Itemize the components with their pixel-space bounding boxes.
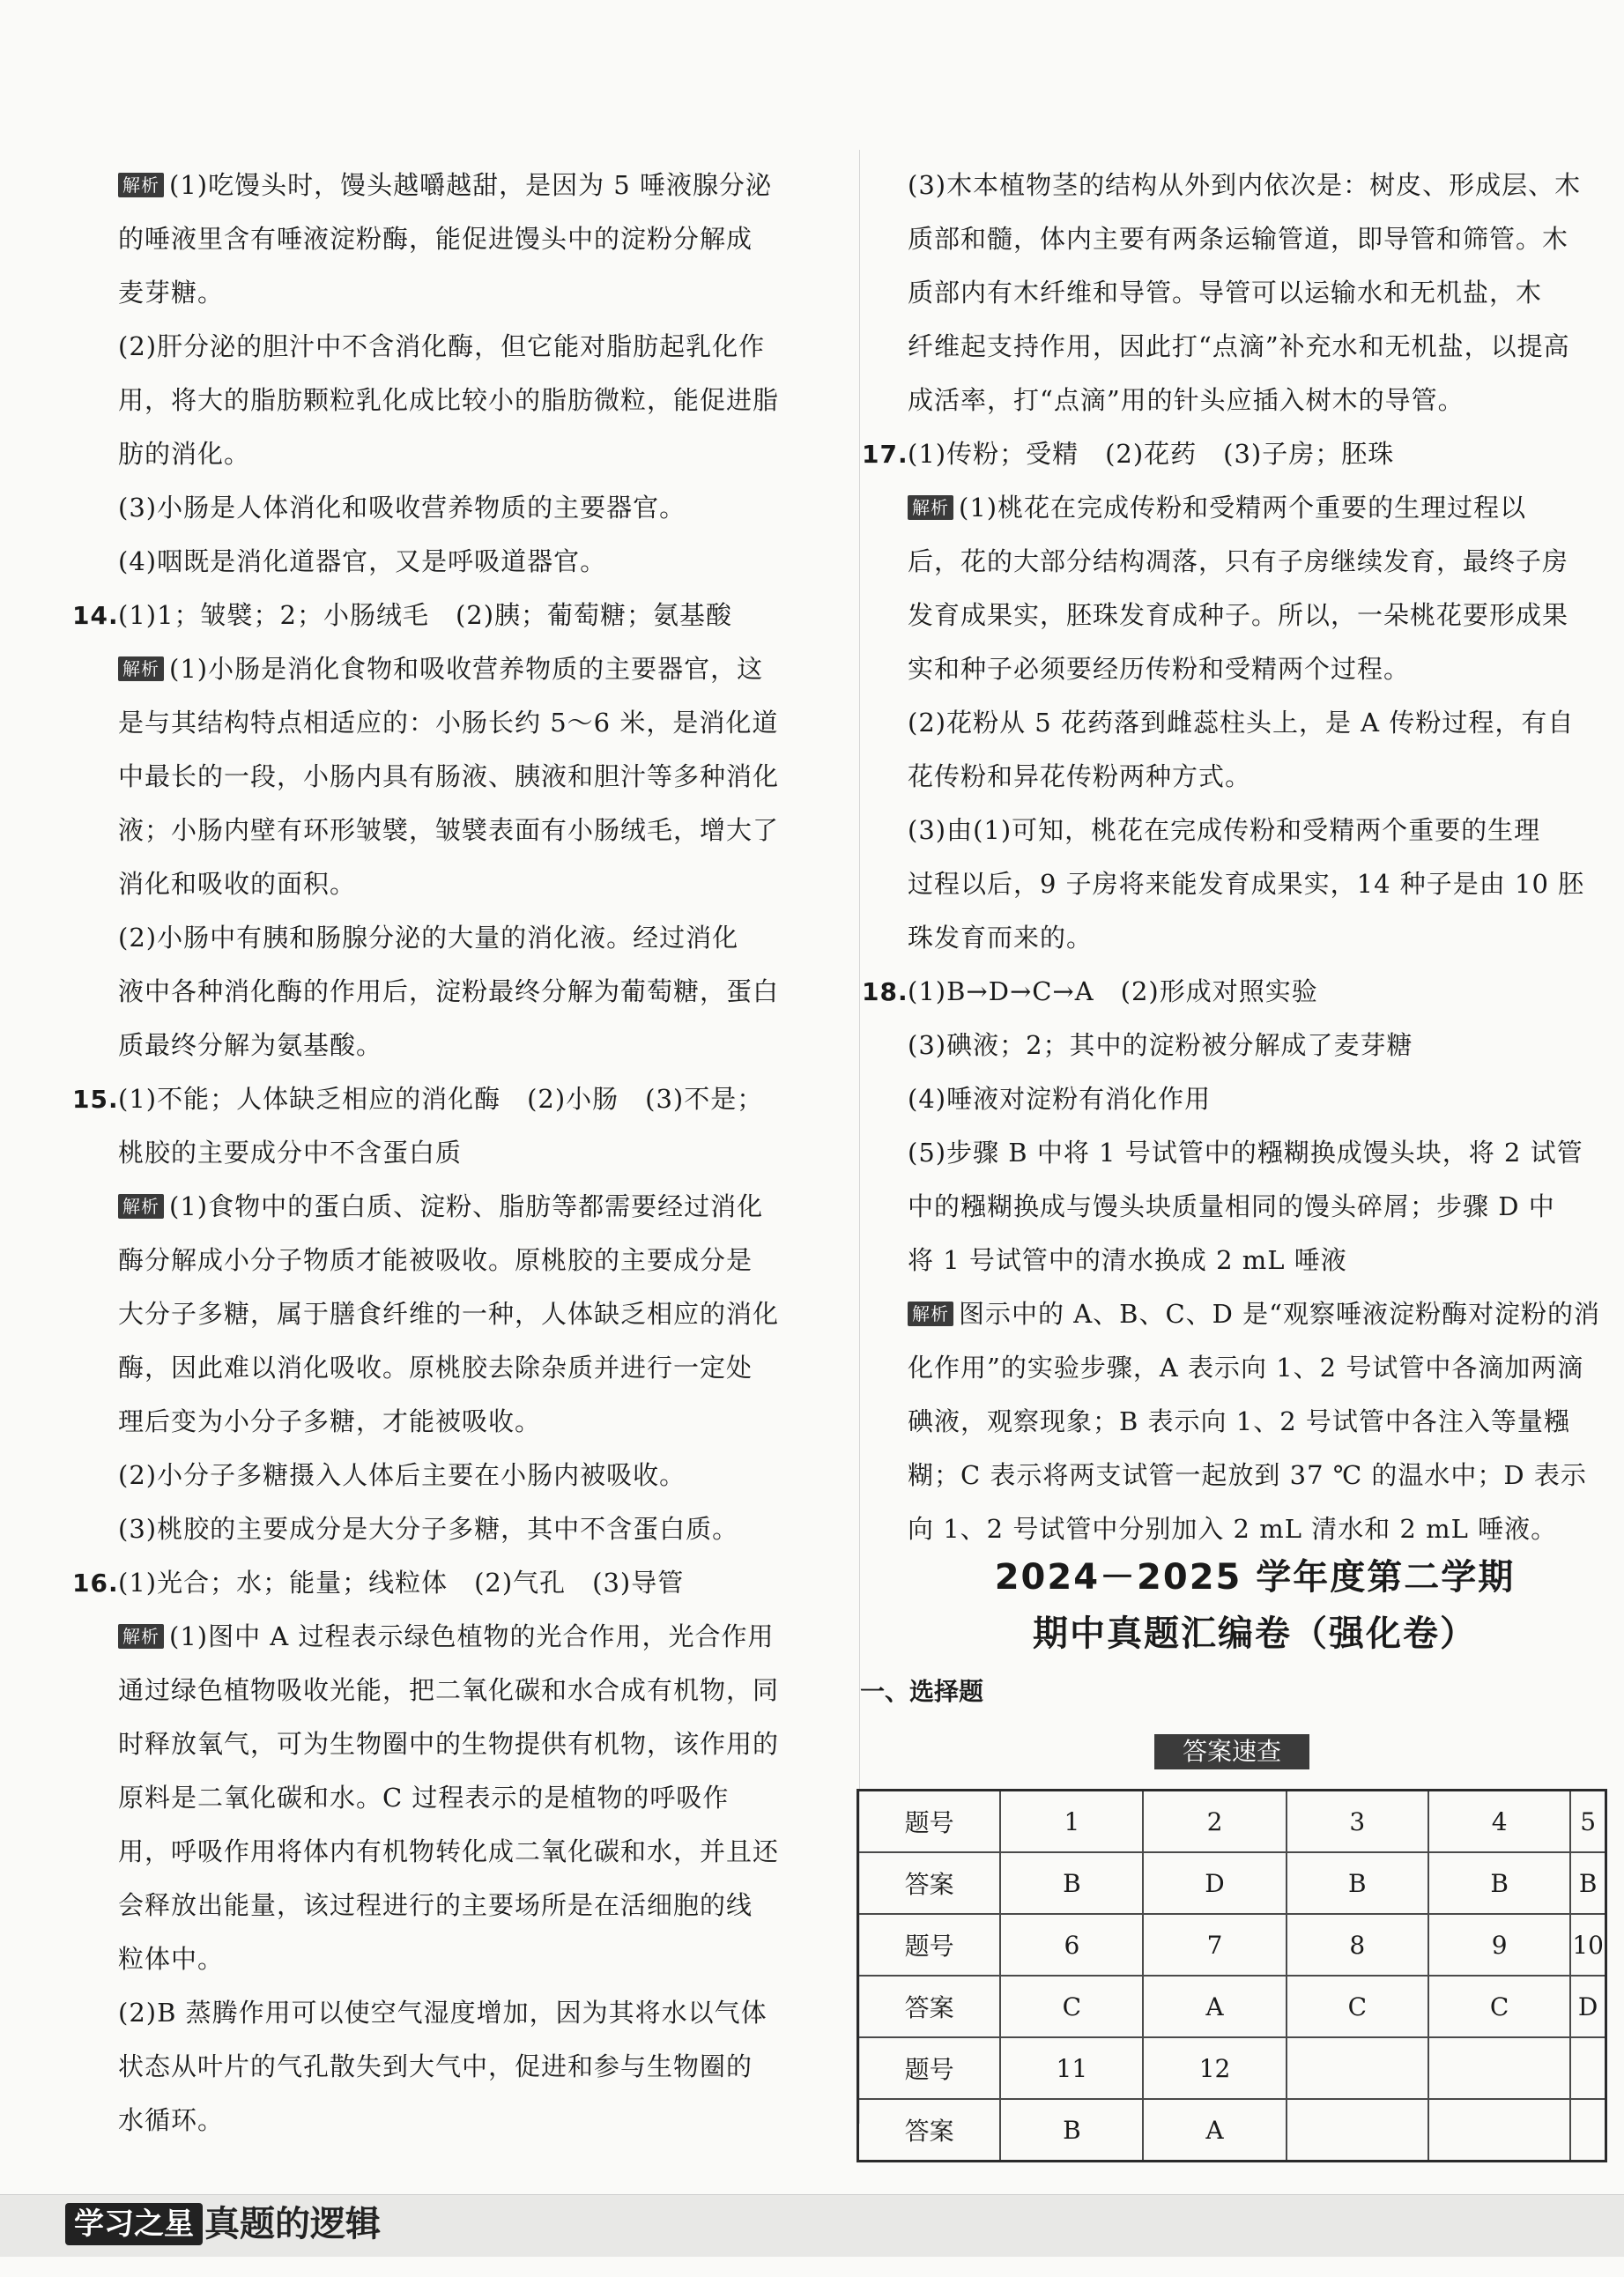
line-text: (1)1；皱襞；2；小肠绒毛 (2)胰；葡萄糖；氨基酸 xyxy=(118,600,733,630)
text-line xyxy=(108,1771,830,1825)
exam-heading-line2: 期中真题汇编卷（强化卷） xyxy=(1033,1613,1477,1654)
text-line xyxy=(108,159,830,212)
line-text: 发育成果实，胚珠发育成种子。所以，一朵桃花要形成果 xyxy=(908,600,1569,630)
answer-table-cell: 11 xyxy=(1000,2037,1143,2099)
answer-table-cell: B xyxy=(1287,1852,1428,1914)
answer-table-cell: D xyxy=(1570,1976,1605,2037)
text-line xyxy=(108,481,830,535)
answer-table-cell: 1 xyxy=(1000,1791,1143,1853)
text-line xyxy=(897,1449,1613,1502)
text-line xyxy=(108,1449,830,1502)
text-line xyxy=(897,1180,1613,1234)
text-line xyxy=(862,427,1613,481)
text-line xyxy=(72,1556,830,1610)
text-line xyxy=(108,642,830,696)
answer-table-row-label: 题号 xyxy=(858,2037,1001,2099)
text-line xyxy=(108,1126,830,1180)
answer-table-row-label: 题号 xyxy=(858,1914,1001,1976)
line-text: 的唾液里含有唾液淀粉酶，能促进馒头中的淀粉分解成 xyxy=(118,224,753,254)
text-line xyxy=(897,857,1613,911)
line-text: (3)桃胶的主要成分是大分子多糖，其中不含蛋白质。 xyxy=(118,1514,739,1544)
answer-table-cell xyxy=(1570,2037,1605,2099)
question-number: 14. xyxy=(72,601,119,630)
answer-table xyxy=(856,1789,1607,2162)
text-line xyxy=(108,1019,830,1072)
line-text: 碘液，观察现象；B 表示向 1、2 号试管中各注入等量糨 xyxy=(908,1406,1570,1436)
text-line xyxy=(108,1717,830,1771)
answer-table-cell: A xyxy=(1143,2099,1286,2162)
answer-table-cell: 6 xyxy=(1000,1914,1143,1976)
line-text: 粒体中。 xyxy=(118,1944,225,1974)
answer-table-row-label: 答案 xyxy=(858,2099,1001,2162)
text-line xyxy=(897,1287,1613,1341)
question-number: 16. xyxy=(72,1569,119,1598)
line-text: (1)小肠是消化食物和吸收营养物质的主要器官，这 xyxy=(169,654,764,684)
answer-table-cell: B xyxy=(1000,1852,1143,1914)
answer-table-cell xyxy=(1287,2037,1428,2099)
line-text: (2)小分子多糖摄入人体后主要在小肠内被吸收。 xyxy=(118,1460,686,1490)
line-text: 后，花的大部分结构凋落，只有子房继续发育，最终子房 xyxy=(908,546,1569,576)
exam-heading-line1: 2024－2025 学年度第二学期 xyxy=(994,1557,1516,1598)
answer-table-row xyxy=(858,1976,1606,2037)
line-text: 桃胶的主要成分中不含蛋白质 xyxy=(118,1138,463,1168)
right-column xyxy=(862,159,1613,1556)
text-line xyxy=(108,1825,830,1879)
left-column xyxy=(72,159,830,2147)
text-line xyxy=(108,804,830,857)
answer-table-cell: 10 xyxy=(1570,1914,1605,1976)
line-text: 麦芽糖。 xyxy=(118,278,225,308)
answer-table-cell xyxy=(1428,2099,1570,2162)
line-text: 状态从叶片的气孔散失到大气中，促进和参与生物圈的 xyxy=(118,2051,753,2081)
text-line xyxy=(108,1986,830,2040)
text-line xyxy=(108,911,830,965)
line-text: 向 1、2 号试管中分别加入 2 mL 清水和 2 mL 唾液。 xyxy=(908,1514,1558,1544)
analysis-tag: 解析 xyxy=(118,1194,164,1219)
text-line xyxy=(108,212,830,266)
text-line xyxy=(108,965,830,1019)
question-number: 17. xyxy=(862,440,908,469)
line-text: (4)咽既是消化道器官，又是呼吸道器官。 xyxy=(118,546,607,576)
line-text: (2)肝分泌的胆汁中不含消化酶，但它能对脂肪起乳化作 xyxy=(118,331,766,361)
line-text: (3)小肠是人体消化和吸收营养物质的主要器官。 xyxy=(118,493,686,523)
answer-table-row xyxy=(858,2099,1606,2162)
answer-table-row xyxy=(858,1791,1606,1853)
line-text: 图示中的 A、B、C、D 是“观察唾液淀粉酶对淀粉的消 xyxy=(959,1299,1600,1329)
line-text: 液；小肠内壁有环形皱襞，皱襞表面有小肠绒毛，增大了 xyxy=(118,815,780,845)
text-line xyxy=(108,266,830,320)
text-line xyxy=(897,1072,1613,1126)
line-text: 花传粉和异花传粉两种方式。 xyxy=(908,761,1252,791)
text-line xyxy=(108,1180,830,1234)
answer-table-cell xyxy=(1570,2099,1605,2162)
line-text: 用，将大的脂肪颗粒乳化成比较小的脂肪微粒，能促进脂 xyxy=(118,385,780,415)
line-text: 消化和吸收的面积。 xyxy=(118,869,357,899)
text-line xyxy=(897,481,1613,535)
text-line xyxy=(108,2040,830,2094)
text-line xyxy=(108,1234,830,1287)
answer-table-cell: A xyxy=(1143,1976,1286,2037)
line-text: 用，呼吸作用将体内有机物转化成二氧化碳和水，并且还 xyxy=(118,1836,780,1866)
line-text: 化作用”的实验步骤，A 表示向 1、2 号试管中各滴加两滴 xyxy=(908,1353,1584,1383)
answer-table-cell: 9 xyxy=(1428,1914,1570,1976)
answer-table-cell: 7 xyxy=(1143,1914,1286,1976)
analysis-tag: 解析 xyxy=(118,1624,164,1649)
line-text: 酶，因此难以消化吸收。原桃胶去除杂质并进行一定处 xyxy=(118,1353,753,1383)
answer-table-cell: 2 xyxy=(1143,1791,1286,1853)
line-text: (2)小肠中有胰和肠腺分泌的大量的消化液。经过消化 xyxy=(118,923,739,953)
line-text: 糊；C 表示将两支试管一起放到 37 ℃ 的温水中；D 表示 xyxy=(908,1460,1587,1490)
line-text: 液中各种消化酶的作用后，淀粉最终分解为葡萄糖，蛋白 xyxy=(118,976,780,1006)
answer-table-cell: 3 xyxy=(1287,1791,1428,1853)
text-line xyxy=(108,696,830,750)
answer-table-row xyxy=(858,1914,1606,1976)
footer-slogan: 真题的逻辑 xyxy=(204,2204,381,2244)
analysis-tag: 解析 xyxy=(908,495,953,520)
line-text: 质部内有木纤维和导管。导管可以运输水和无机盐，木 xyxy=(908,278,1543,308)
line-text: 理后变为小分子多糖，才能被吸收。 xyxy=(118,1406,542,1436)
line-text: 水循环。 xyxy=(118,2105,225,2135)
line-text: (5)步骤 B 中将 1 号试管中的糨糊换成馒头块，将 2 试管 xyxy=(908,1138,1583,1168)
line-text: 时释放氧气，可为生物圈中的生物提供有机物，该作用的 xyxy=(118,1729,780,1759)
answer-table-cell: 5 xyxy=(1570,1791,1605,1853)
answer-table-row xyxy=(858,1852,1606,1914)
line-text: (1)光合；水；能量；线粒体 (2)气孔 (3)导管 xyxy=(118,1568,685,1598)
line-text: 中的糨糊换成与馒头块质量相同的馒头碎屑；步骤 D 中 xyxy=(908,1191,1555,1221)
line-text: 实和种子必须要经历传粉和受精两个过程。 xyxy=(908,654,1411,684)
text-line xyxy=(897,1502,1613,1556)
text-line xyxy=(897,1019,1613,1072)
text-line xyxy=(897,642,1613,696)
text-line xyxy=(897,535,1613,589)
line-text: 会释放出能量，该过程进行的主要场所是在活细胞的线 xyxy=(118,1890,753,1920)
brand-logo: 学习之星 xyxy=(65,2203,203,2245)
text-line xyxy=(108,1502,830,1556)
line-text: 质部和髓，体内主要有两条运输管道，即导管和筛管。木 xyxy=(908,224,1569,254)
text-line xyxy=(897,266,1613,320)
answer-table-cell: C xyxy=(1287,1976,1428,2037)
text-line xyxy=(108,2094,830,2147)
section-title: 一、选择题 xyxy=(860,1677,984,1706)
answer-table-cell: 12 xyxy=(1143,2037,1286,2099)
line-text: 成活率，打“点滴”用的针头应插入树木的导管。 xyxy=(908,385,1465,415)
line-text: (4)唾液对淀粉有消化作用 xyxy=(908,1084,1212,1114)
answer-table-row-label: 题号 xyxy=(858,1791,1001,1853)
text-line xyxy=(108,427,830,481)
answer-table-cell: 4 xyxy=(1428,1791,1570,1853)
text-line xyxy=(108,1341,830,1395)
answer-table-row-label: 答案 xyxy=(858,1852,1001,1914)
line-text: 原料是二氧化碳和水。C 过程表示的是植物的呼吸作 xyxy=(118,1783,730,1813)
line-text: (2)B 蒸腾作用可以使空气湿度增加，因为其将水以气体 xyxy=(118,1998,768,2028)
text-line xyxy=(108,750,830,804)
line-text: 过程以后，9 子房将来能发育成果实，14 种子是由 10 胚 xyxy=(908,869,1585,899)
line-text: (3)碘液；2；其中的淀粉被分解成了麦芽糖 xyxy=(908,1030,1413,1060)
analysis-tag: 解析 xyxy=(118,173,164,197)
line-text: 质最终分解为氨基酸。 xyxy=(118,1030,383,1060)
question-number: 15. xyxy=(72,1085,119,1114)
text-line xyxy=(897,750,1613,804)
text-line xyxy=(897,320,1613,374)
line-text: 珠发育而来的。 xyxy=(908,923,1094,953)
line-text: 肪的消化。 xyxy=(118,439,251,469)
text-line xyxy=(897,374,1613,427)
text-line xyxy=(897,1126,1613,1180)
line-text: (1)图中 A 过程表示绿色植物的光合作用，光合作用 xyxy=(169,1621,775,1651)
line-text: (1)桃花在完成传粉和受精两个重要的生理过程以 xyxy=(959,493,1527,523)
text-line xyxy=(897,1234,1613,1287)
answer-table-cell: D xyxy=(1143,1852,1286,1914)
answer-table-cell: 8 xyxy=(1287,1914,1428,1976)
line-text: (1)吃馒头时，馒头越嚼越甜，是因为 5 唾液腺分泌 xyxy=(169,170,772,200)
text-line xyxy=(897,804,1613,857)
line-text: (1)食物中的蛋白质、淀粉、脂肪等都需要经过消化 xyxy=(169,1191,764,1221)
line-text: 纤维起支持作用，因此打“点滴”补充水和无机盐，以提高 xyxy=(908,331,1570,361)
text-line xyxy=(897,1395,1613,1449)
answer-table-row xyxy=(858,2037,1606,2099)
text-line xyxy=(108,320,830,374)
line-text: (3)木本植物茎的结构从外到内依次是：树皮、形成层、木 xyxy=(908,170,1582,200)
answer-table-cell xyxy=(1287,2099,1428,2162)
text-line xyxy=(108,535,830,589)
text-line xyxy=(897,911,1613,965)
answer-table-cell xyxy=(1428,2037,1570,2099)
answer-table-cell: B xyxy=(1000,2099,1143,2162)
text-line xyxy=(108,1610,830,1664)
question-number: 18. xyxy=(862,977,908,1006)
text-line xyxy=(897,159,1613,212)
answer-table-cell: C xyxy=(1428,1976,1570,2037)
line-text: 酶分解成小分子物质才能被吸收。原桃胶的主要成分是 xyxy=(118,1245,753,1275)
answer-table-cell: B xyxy=(1570,1852,1605,1914)
text-line xyxy=(108,1287,830,1341)
text-line xyxy=(108,1879,830,1932)
text-line xyxy=(72,589,830,642)
text-line xyxy=(862,965,1613,1019)
line-text: (1)B→D→C→A (2)形成对照实验 xyxy=(908,976,1318,1006)
analysis-tag: 解析 xyxy=(118,656,164,681)
text-line xyxy=(897,212,1613,266)
analysis-tag: 解析 xyxy=(908,1302,953,1326)
text-line xyxy=(108,374,830,427)
line-text: 是与其结构特点相适应的：小肠长约 5～6 米，是消化道 xyxy=(118,708,779,738)
line-text: 中最长的一段，小肠内具有肠液、胰液和胆汁等多种消化 xyxy=(118,761,780,791)
line-text: 大分子多糖，属于膳食纤维的一种，人体缺乏相应的消化 xyxy=(118,1299,780,1329)
answer-table-row-label: 答案 xyxy=(858,1976,1001,2037)
text-line xyxy=(897,589,1613,642)
answer-quick-check-badge: 答案速查 xyxy=(1154,1734,1309,1769)
line-text: (3)由(1)可知，桃花在完成传粉和受精两个重要的生理 xyxy=(908,815,1541,845)
text-line xyxy=(897,1341,1613,1395)
text-line xyxy=(108,1932,830,1986)
line-text: (2)花粉从 5 花药落到雌蕊柱头上，是 A 传粉过程，有自 xyxy=(908,708,1575,738)
line-text: (1)不能；人体缺乏相应的消化酶 (2)小肠 (3)不是； xyxy=(118,1084,764,1114)
text-line xyxy=(108,1664,830,1717)
text-line xyxy=(108,1395,830,1449)
text-line xyxy=(897,696,1613,750)
answer-table-cell: C xyxy=(1000,1976,1143,2037)
answer-table-cell: B xyxy=(1428,1852,1570,1914)
line-text: 通过绿色植物吸收光能，把二氧化碳和水合成有机物，同 xyxy=(118,1675,780,1705)
text-line xyxy=(108,857,830,911)
line-text: 将 1 号试管中的清水换成 2 mL 唾液 xyxy=(908,1245,1347,1275)
line-text: (1)传粉；受精 (2)花药 (3)子房；胚珠 xyxy=(908,439,1395,469)
text-line xyxy=(72,1072,830,1126)
